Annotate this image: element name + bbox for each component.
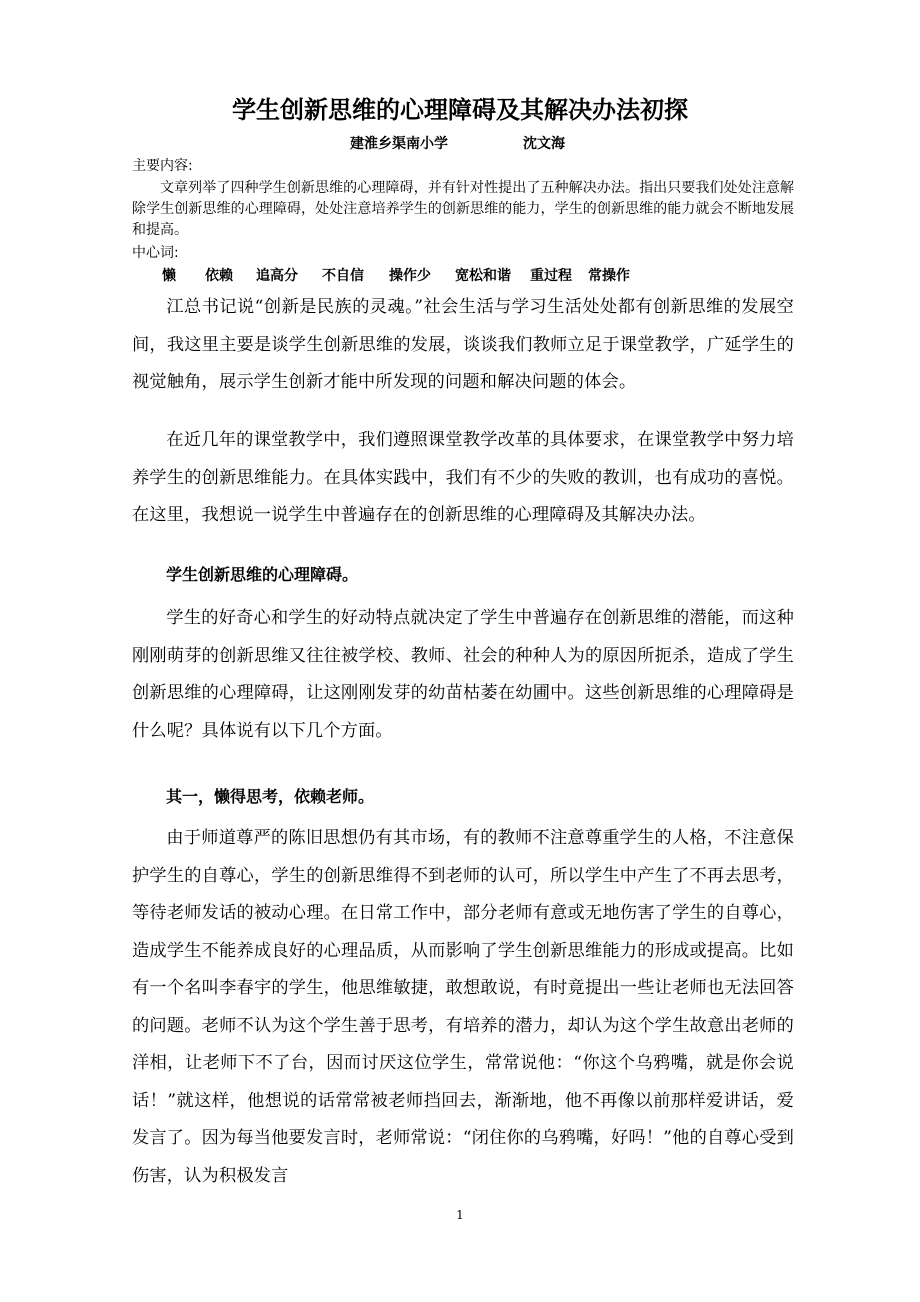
page-number: 1 (456, 1208, 464, 1222)
body-paragraph: 在近几年的课堂教学中，我们遵照课堂教学改革的具体要求，在课堂教学中努力培养学生的创新思维能力。在具体实践中，我们有不少的失败的教训，也有成功的喜悦。在这里，我想说一说学生中普遍存在的创新思维的心理障碍及其解决办法。 (132, 430, 794, 525)
keywords-label: 中心词: (132, 245, 179, 261)
keyword: 重过程 (530, 268, 572, 284)
abstract-label: 主要内容: (132, 158, 193, 174)
keyword: 操作少 (389, 268, 431, 284)
section-heading: 学生创新思维的心理障碍。 (166, 565, 359, 584)
author-name: 沈文海 (523, 136, 565, 152)
keyword: 常操作 (588, 268, 630, 284)
body-paragraph: 由于师道尊严的陈旧思想仍有其市场，有的教师不注意尊重学生的人格，不注意保护学生的自尊心，学生的创新思维得不到老师的认可，所以学生中产生了不再去思考，等待老师发话的被动心理。在日常工作中，部分老师有意或无地伤害了学生的自尊心，造成学生不能养成良好的心理品质，从而影响了学生创新思维能力的形成或提高。比如有一个名叫李春宇的学生，他思维敏捷，敢想敢说，有时竟提出一些让老师也无法回答的问题。老师不认为这个学生善于思考，有培养的潜力，却认为这个学生故意出老师的洋相，让老师下不了台，因而讨厌这位学生，常常说他：“你这个乌鸦嘴，就是你会说话！”就这样，他想说的话常常被老师挡回去，渐渐地，他不再像以前那样爱讲话，爱发言了。因为每当他要发言时，老师常说：“闭住你的乌鸦嘴，好吗！”他的自尊心受到伤害，认为积极发言 (132, 828, 794, 1186)
school-name: 建淮乡渠南小学 (350, 136, 448, 152)
document-title: 学生创新思维的心理障碍及其解决办法初探 (232, 96, 688, 124)
body-paragraph: 学生的好奇心和学生的好动特点就决定了学生中普遍存在创新思维的潜能，而这种刚刚萌芽的创新思维又往往被学校、教师、社会的种种人为的原因所扼杀，造成了学生创新思维的心理障碍，让这刚刚发芽的幼苗枯萎在幼圃中。这些创新思维的心理障碍是什么呢？具体说有以下几个方面。 (132, 608, 794, 741)
keyword: 追高分 (256, 268, 298, 284)
body-paragraph: 江总书记说“创新是民族的灵魂。”社会生活与学习生活处处都有创新思维的发展空间，我这里主要是谈学生创新思维的发展，谈谈我们教师立足于课堂教学，广延学生的视觉触角，展示学生创新才能中所发现的问题和解决问题的体会。 (132, 297, 794, 392)
abstract-text: 文章列举了四种学生创新思维的心理障碍，并有针对性提出了五种解决办法。指出只要我们处处注意解除学生创新思维的心理障碍，处处注意培养学生的创新思维的能力，学生的创新思维的能力就会不断地发展和提高。 (132, 180, 794, 238)
section-heading: 其一，懒得思考，依赖老师。 (166, 787, 375, 806)
keyword: 宽松和谐 (455, 268, 511, 284)
keyword: 懒 (162, 268, 176, 284)
keyword: 不自信 (322, 268, 364, 284)
keyword: 依赖 (205, 268, 233, 284)
